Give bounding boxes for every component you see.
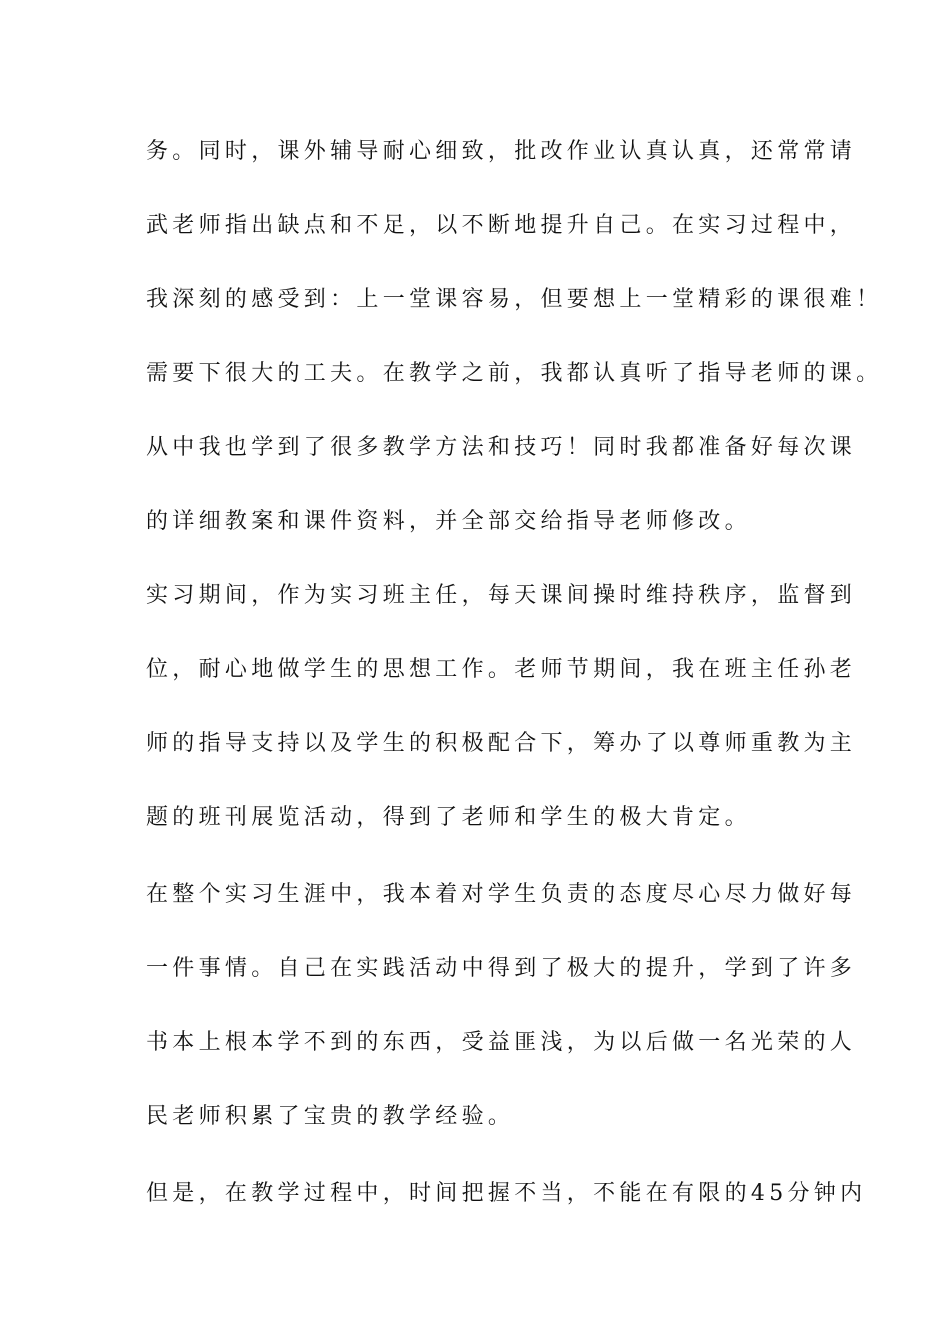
text-line: 位，耐心地做学生的思想工作。老师节期间，我在班主任孙老	[146, 657, 857, 682]
text-line: 我深刻的感受到：上一堂课容易，但要想上一堂精彩的课很难！	[146, 287, 883, 312]
text-line: 武老师指出缺点和不足，以不断地提升自己。在实习过程中，	[146, 213, 857, 238]
text-line: 书本上根本学不到的东西，受益匪浅，为以后做一名光荣的人	[146, 1030, 857, 1055]
text-line: 实习期间，作为实习班主任，每天课间操时维持秩序，监督到	[146, 583, 857, 608]
text-line: 民老师积累了宝贵的教学经验。	[146, 1104, 515, 1129]
text-line: 务。同时，课外辅导耐心细致，批改作业认真认真，还常常请	[146, 139, 857, 164]
text-line: 一件事情。自己在实践活动中得到了极大的提升，学到了许多	[146, 956, 857, 981]
text-line: 在整个实习生涯中，我本着对学生负责的态度尽心尽力做好每	[146, 882, 857, 907]
text-line: 需要下很大的工夫。在教学之前，我都认真听了指导老师的课。	[146, 361, 883, 386]
text-line: 的详细教案和课件资料，并全部交给指导老师修改。	[146, 509, 751, 534]
text-line: 师的指导支持以及学生的积极配合下，筹办了以尊师重教为主	[146, 731, 857, 756]
text-line: 但是，在教学过程中，时间把握不当，不能在有限的45分钟内	[146, 1181, 867, 1206]
text-line: 从中我也学到了很多教学方法和技巧！同时我都准备好每次课	[146, 435, 857, 460]
text-line: 题的班刊展览活动，得到了老师和学生的极大肯定。	[146, 805, 751, 830]
